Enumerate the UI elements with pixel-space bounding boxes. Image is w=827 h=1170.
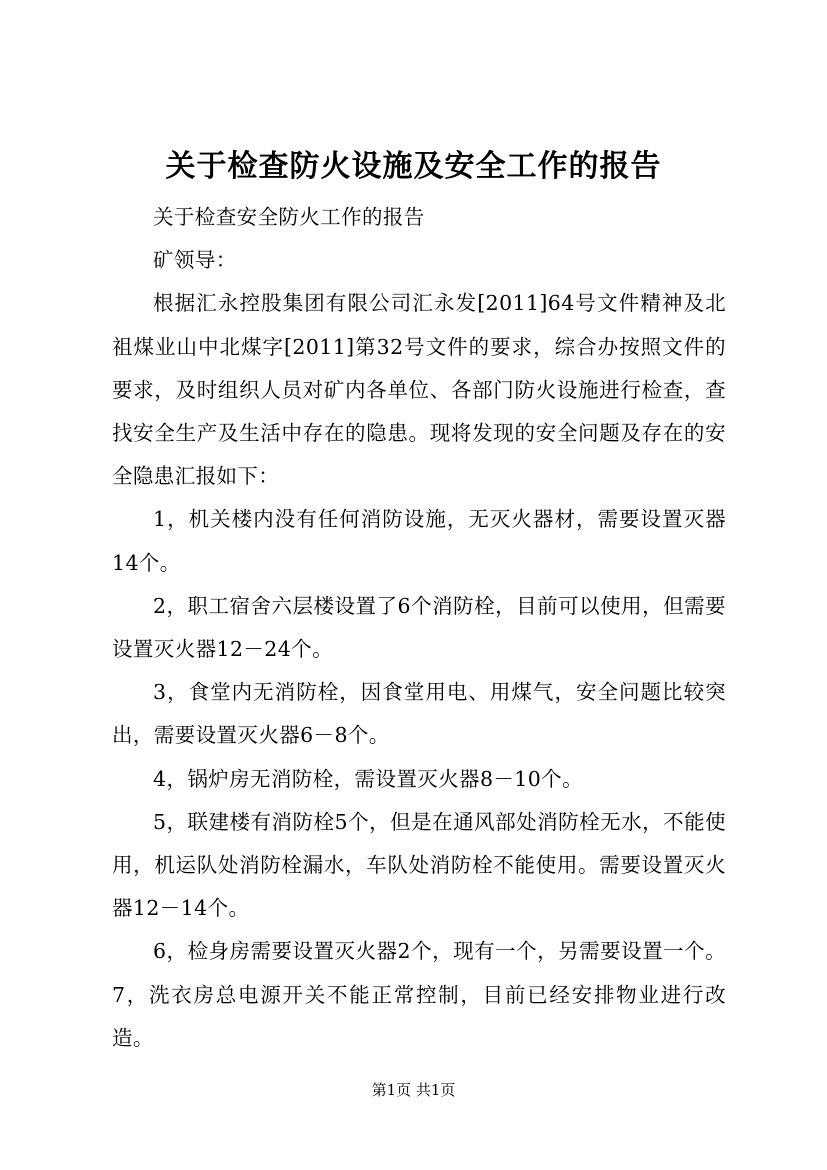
document-body — [112, 196, 726, 1060]
item-paragraph-1: 1，机关楼内没有任何消防设施，无灭火器材，需要设置灭器14个。 — [112, 507, 726, 575]
subtitle-paragraph: 关于检查安全防火工作的报告 — [153, 205, 425, 229]
item-paragraph-4: 4，锅炉房无消防栓，需设置灭火器8－10个。 — [153, 766, 583, 791]
intro-paragraph: 根据汇永控股集团有限公司汇永发[2011]64号文件精神及北祖煤业山中北煤字[2011]第32号文件的要求，综合办按照文件的要求，及时组织人员对矿内各单位、各部门防火设施进行检查，查找安全生产及生活中存在的隐患。现将发现的安全问题及存在的安全隐患汇报如下： — [112, 291, 726, 489]
document-title: 关于检查防火设施及安全工作的报告 — [165, 149, 662, 184]
salutation-paragraph: 矿领导： — [153, 248, 237, 273]
item-paragraph-5: 5，联建楼有消防栓5个，但是在通风部处消防栓无水，不能使用，机运队处消防栓漏水，车队处消防栓不能使用。需要设置灭火器12－14个。 — [112, 809, 726, 921]
item-paragraph-6: 6，检身房需要设置灭火器2个，现有一个，另需要设置一个。7，洗衣房总电源开关不能正常控制，目前已经安排物业进行改造。 — [112, 939, 726, 1050]
page-footer: 第1页 共1页 — [371, 1081, 456, 1099]
item-paragraph-2: 2，职工宿舍六层楼设置了6个消防栓，目前可以使用，但需要设置灭火器12－24个。 — [112, 593, 726, 662]
item-paragraph-3: 3，食堂内无消防栓，因食堂用电、用煤气，安全问题比较突出，需要设置灭火器6－8个。 — [112, 680, 726, 748]
